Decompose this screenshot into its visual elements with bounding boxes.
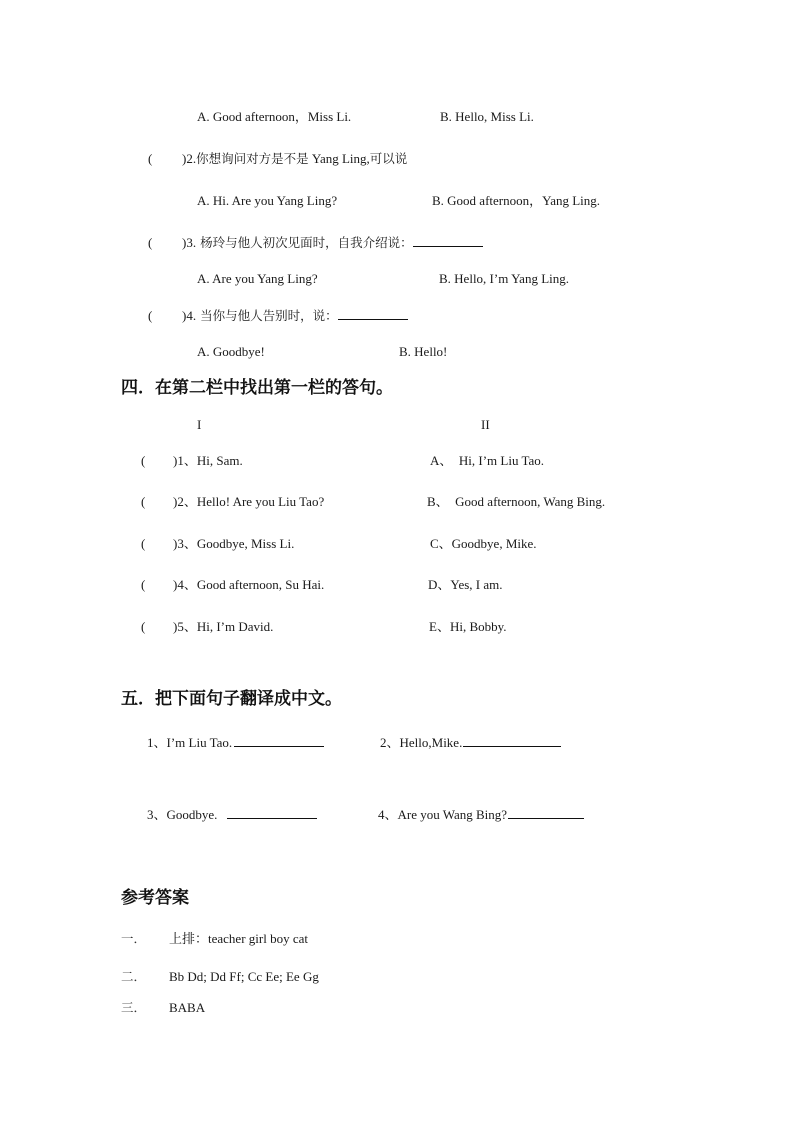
answer-paren: ( bbox=[148, 151, 153, 166]
question-3 bbox=[148, 234, 483, 251]
answer-number: 一． bbox=[121, 931, 147, 946]
item-label: C、 bbox=[430, 536, 452, 551]
answer-blank[interactable] bbox=[413, 234, 483, 247]
translate-item bbox=[378, 806, 584, 823]
item-text: Hi, Sam. bbox=[196, 453, 243, 468]
item-text: Yes, I am. bbox=[450, 577, 503, 592]
answer-item bbox=[121, 969, 319, 985]
item-text: 4、Are you Wang Bing? bbox=[378, 807, 508, 822]
answer-paren: ( bbox=[141, 536, 146, 551]
item-label: E、 bbox=[429, 619, 450, 634]
answer-text: BABA bbox=[169, 1000, 206, 1015]
item-text: Hi, I’m Liu Tao. bbox=[452, 453, 545, 468]
question-prompt-cn: 你想询问对方是不是 bbox=[196, 151, 309, 166]
item-text: Goodbye, Miss Li. bbox=[196, 536, 295, 551]
q1-option-b: B. Hello, Miss Li. bbox=[440, 109, 534, 124]
answer-blank[interactable] bbox=[227, 806, 317, 819]
translate-item bbox=[147, 734, 324, 751]
item-text: Hi, Bobby. bbox=[449, 619, 507, 634]
item-text: 1、I’m Liu Tao. bbox=[147, 735, 233, 750]
match-right-item bbox=[430, 536, 537, 552]
column-1-header: I bbox=[197, 417, 202, 432]
answer-text: 上排：teacher girl boy cat bbox=[169, 931, 308, 946]
match-right-item bbox=[429, 619, 507, 635]
answer-paren: ( bbox=[141, 577, 146, 592]
answer-paren: ( bbox=[148, 308, 153, 323]
item-text: Hello! Are you Liu Tao? bbox=[196, 494, 325, 509]
item-label: D、 bbox=[428, 577, 451, 592]
question-number: )3. bbox=[182, 235, 197, 250]
question-number: )4. bbox=[182, 308, 197, 323]
q2-option-a: A. Hi. Are you Yang Ling? bbox=[197, 193, 338, 208]
section-4-title: 四．在第二栏中找出第一栏的答句。 bbox=[121, 378, 393, 398]
match-left-item bbox=[141, 536, 294, 552]
question-2 bbox=[148, 151, 407, 167]
item-text: Hi, I’m David. bbox=[196, 619, 274, 634]
match-right-item bbox=[427, 494, 605, 510]
section-5-title: 五．把下面句子翻译成中文。 bbox=[121, 689, 342, 709]
item-number: )4、 bbox=[173, 577, 197, 592]
item-label: B、 bbox=[427, 494, 449, 509]
answer-number: 二． bbox=[121, 969, 147, 984]
question-prompt-en: Yang Ling, bbox=[308, 151, 370, 166]
item-number: )5、 bbox=[173, 619, 197, 634]
match-left-item bbox=[141, 619, 273, 635]
answers-title: 参考答案 bbox=[121, 888, 189, 908]
column-2-header: II bbox=[481, 417, 490, 432]
translate-item bbox=[380, 734, 561, 751]
item-text: 3、Goodbye. bbox=[147, 807, 218, 822]
match-left-item bbox=[141, 494, 324, 510]
item-text: 2、Hello,Mike. bbox=[380, 735, 463, 750]
q2-option-b: B. Good afternoon，Yang Ling. bbox=[432, 193, 601, 208]
answer-blank[interactable] bbox=[508, 806, 584, 819]
question-prompt-cn: 当你与他人告别时，说： bbox=[196, 308, 338, 323]
answer-paren: ( bbox=[148, 235, 153, 250]
question-number: )2. bbox=[182, 151, 197, 166]
item-label: A、 bbox=[430, 453, 453, 468]
item-number: )2、 bbox=[173, 494, 197, 509]
match-right-item bbox=[428, 577, 503, 593]
answer-blank[interactable] bbox=[338, 307, 408, 320]
answer-blank[interactable] bbox=[234, 734, 324, 747]
item-number: )3、 bbox=[173, 536, 197, 551]
q1-option-a: A. Good afternoon，Miss Li. bbox=[197, 109, 352, 124]
question-prompt-cn: 杨玲与他人初次见面时，自我介绍说： bbox=[196, 235, 413, 250]
match-left-item bbox=[141, 577, 324, 593]
item-text: Good afternoon, Wang Bing. bbox=[448, 494, 606, 509]
answer-item bbox=[121, 1000, 205, 1016]
item-number: )1、 bbox=[173, 453, 197, 468]
answer-paren: ( bbox=[141, 494, 146, 509]
q4-option-a: A. Goodbye! bbox=[197, 344, 265, 359]
answer-text: Bb Dd; Dd Ff; Cc Ee; Ee Gg bbox=[169, 969, 319, 984]
answer-blank[interactable] bbox=[463, 734, 561, 747]
match-right-item bbox=[430, 453, 544, 469]
question-prompt-cn2: 可以说 bbox=[369, 151, 408, 166]
translate-item bbox=[147, 806, 317, 823]
answer-item bbox=[121, 931, 308, 947]
q3-option-a: A. Are you Yang Ling? bbox=[197, 271, 318, 286]
answer-paren: ( bbox=[141, 453, 146, 468]
match-left-item bbox=[141, 453, 243, 469]
answer-paren: ( bbox=[141, 619, 146, 634]
question-4 bbox=[148, 307, 408, 324]
q3-option-b: B. Hello, I’m Yang Ling. bbox=[439, 271, 569, 286]
item-text: Goodbye, Mike. bbox=[451, 536, 537, 551]
answer-number: 三． bbox=[121, 1000, 147, 1015]
q4-option-b: B. Hello! bbox=[399, 344, 448, 359]
item-text: Good afternoon, Su Hai. bbox=[196, 577, 325, 592]
